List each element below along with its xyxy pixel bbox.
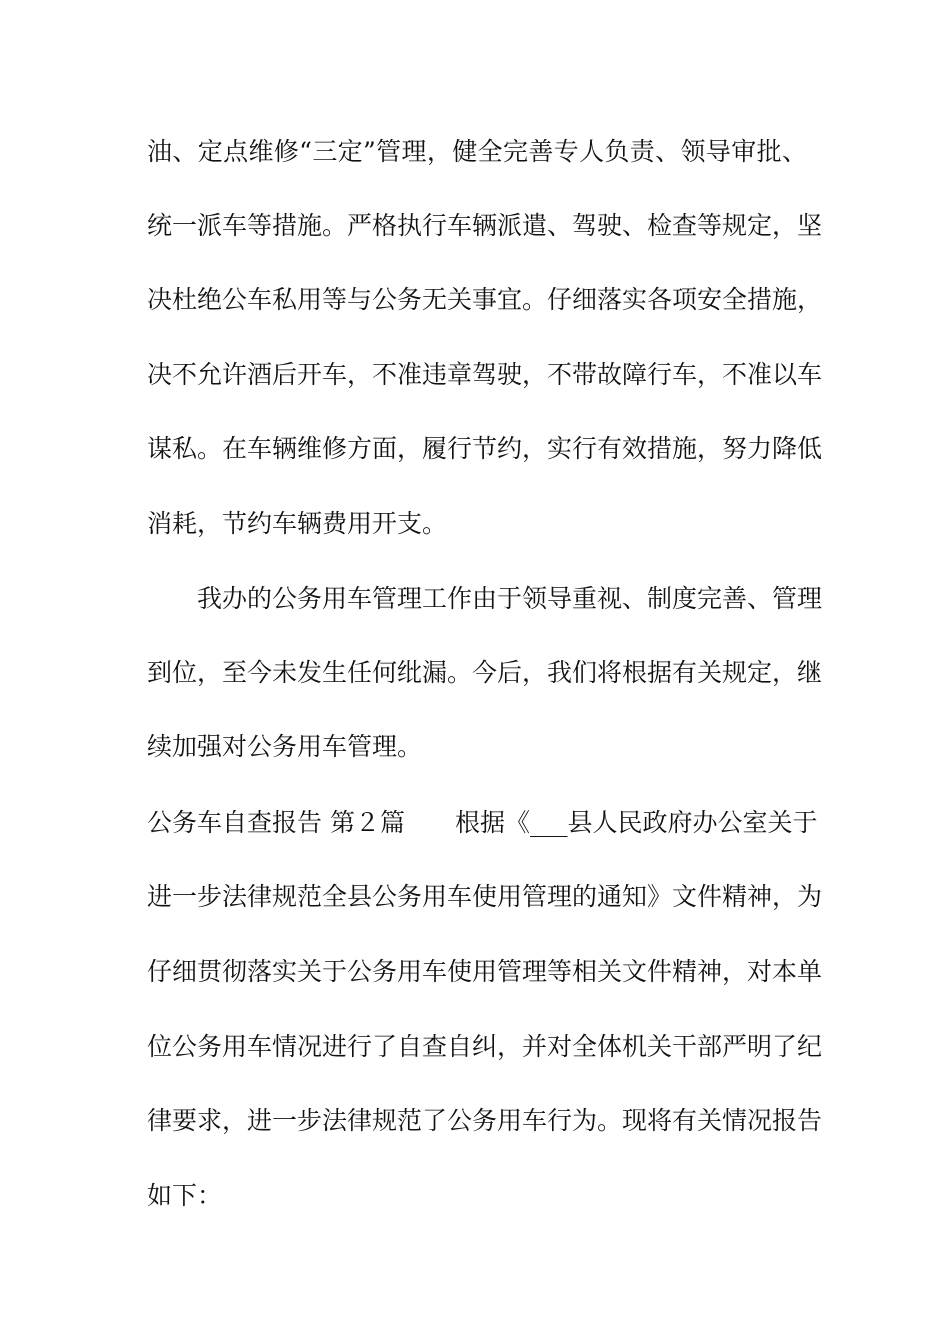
- paragraph-line: 到位，至今未发生任何纰漏。今后，我们将根据有关规定，继: [147, 658, 823, 687]
- paragraph-line: 律要求，进一步法律规范了公务用车行为。现将有关情况报告: [147, 1106, 823, 1135]
- paragraph-line: 位公务用车情况进行了自查自纠，并对全体机关干部严明了纪: [147, 1032, 823, 1061]
- paragraph-line: 我办的公务用车管理工作由于领导重视、制度完善、管理: [197, 584, 823, 613]
- section-heading-line: 公务车自查报告 第２篇 根据《___县人民政府办公室关于: [147, 808, 818, 837]
- paragraph-line: 谋私。在车辆维修方面，履行节约，实行有效措施，努力降低: [147, 434, 823, 463]
- paragraph-line: 决不允许酒后开车，不准违章驾驶，不带故障行车，不准以车: [147, 360, 823, 389]
- paragraph-line: 统一派车等措施。严格执行车辆派遣、驾驶、检查等规定，坚: [147, 211, 823, 240]
- paragraph-line: 消耗，节约车辆费用开支。: [147, 509, 448, 538]
- paragraph-line: 油、定点维修“三定”管理，健全完善专人负责、领导审批、: [147, 137, 807, 166]
- paragraph-line: 如下：: [147, 1181, 223, 1210]
- paragraph-line: 仔细贯彻落实关于公务用车使用管理等相关文件精神，对本单: [147, 957, 823, 986]
- paragraph-line: 决杜绝公车私用等与公务无关事宜。仔细落实各项安全措施，: [147, 285, 823, 314]
- paragraph-line: 进一步法律规范全县公务用车使用管理的通知》文件精神，为: [147, 882, 823, 911]
- paragraph-line: 续加强对公务用车管理。: [147, 732, 423, 761]
